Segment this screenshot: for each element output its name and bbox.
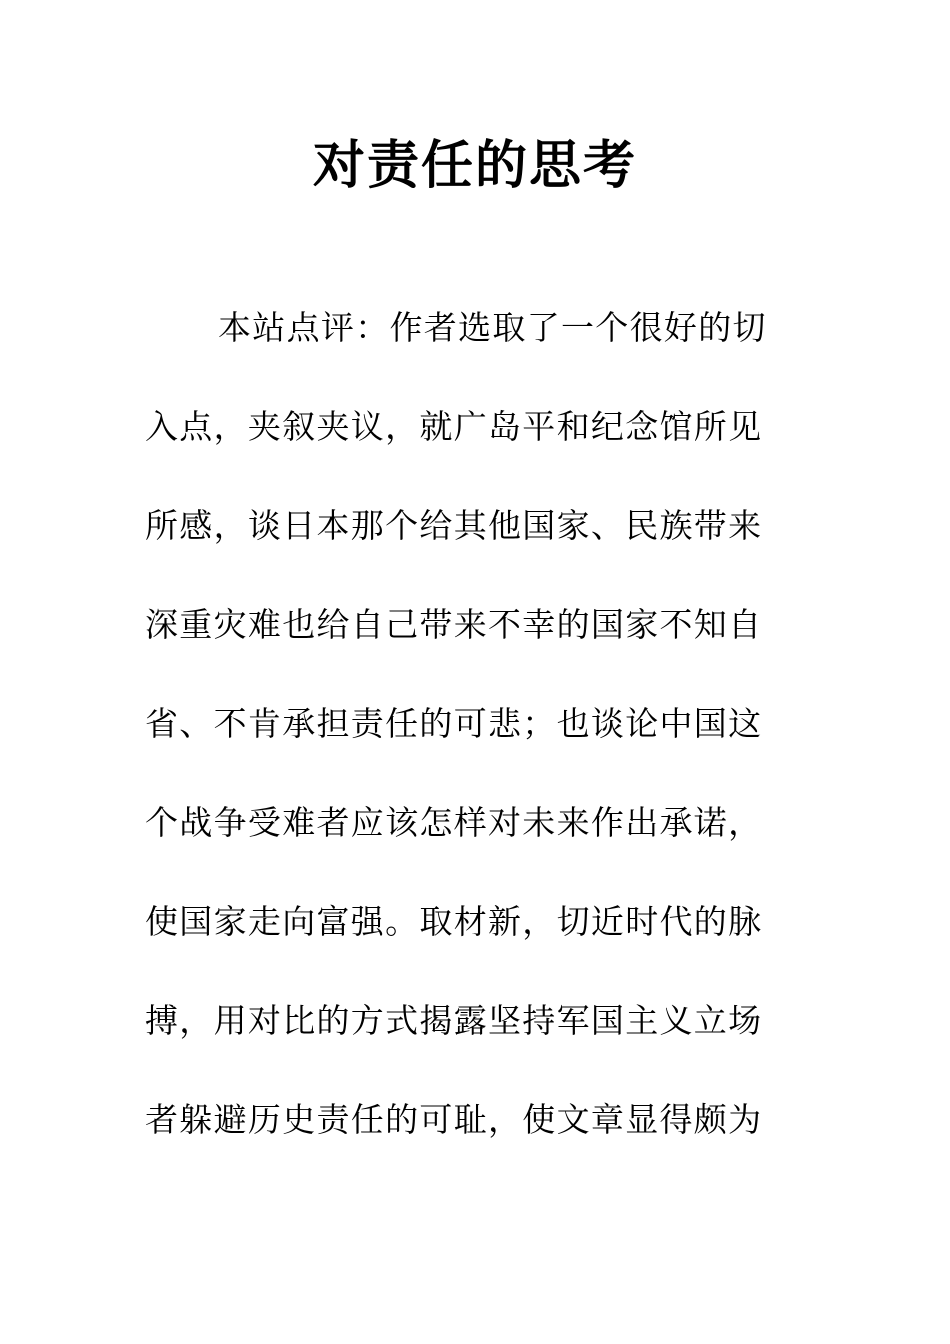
paragraph-line: 者躲避历史责任的可耻，使文章显得颇为: [145, 1100, 763, 1139]
paragraph-line: 所感，谈日本那个给其他国家、民族带来: [145, 506, 763, 545]
document-body: [145, 296, 825, 1187]
paragraph-line: 省、不肯承担责任的可悲；也谈论中国这: [145, 704, 763, 743]
paragraph-line: 本站点评：作者选取了一个很好的切: [218, 308, 767, 347]
document-title: 对责任的思考: [312, 136, 637, 196]
paragraph-line: 使国家走向富强。取材新，切近时代的脉: [145, 902, 763, 941]
paragraph-line: 个战争受难者应该怎样对未来作出承诺，: [145, 803, 763, 842]
paragraph-line: 入点，夹叙夹议，就广岛平和纪念馆所见: [145, 407, 763, 446]
paragraph-line: 搏，用对比的方式揭露坚持军国主义立场: [145, 1001, 763, 1040]
paragraph-line: 深重灾难也给自己带来不幸的国家不知自: [145, 605, 763, 644]
